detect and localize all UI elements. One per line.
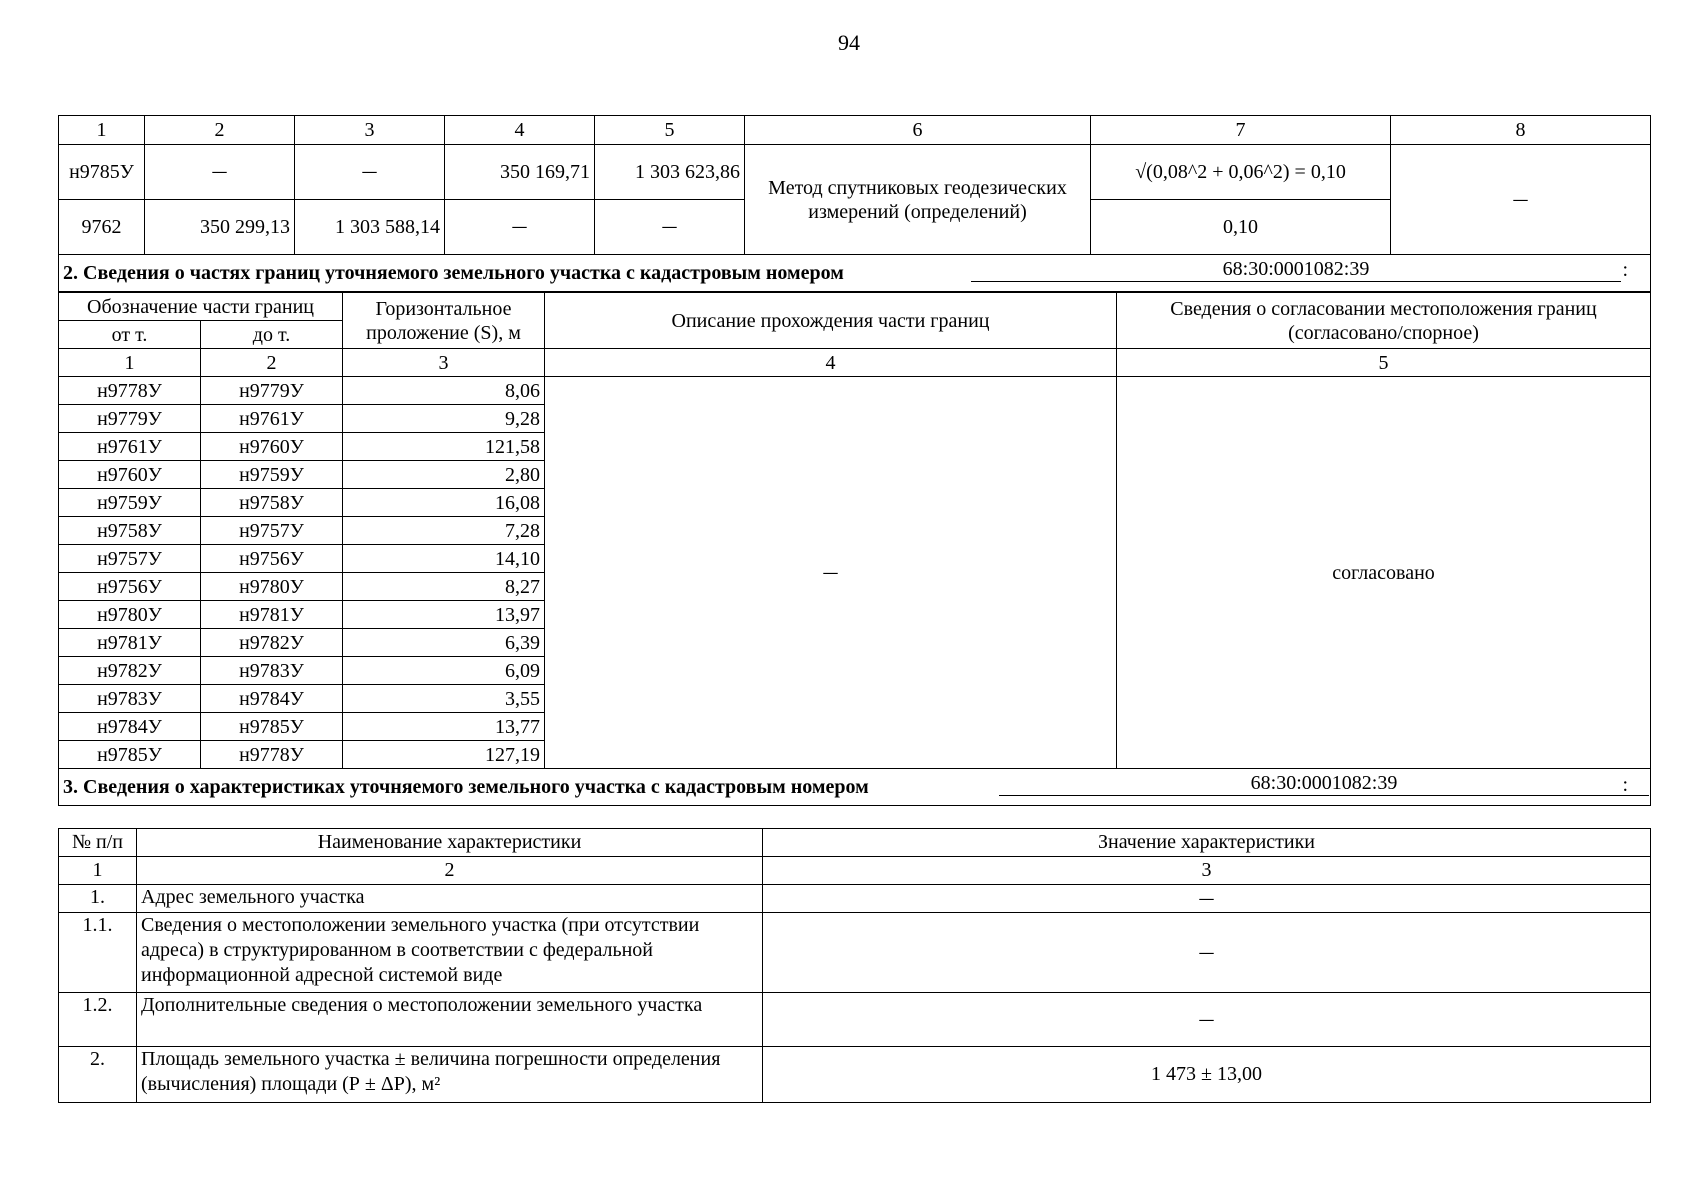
to-point: н9760У: [201, 433, 343, 461]
to-point: н9759У: [201, 461, 343, 489]
from-point: н9783У: [59, 685, 201, 713]
column-number-row: [59, 349, 1651, 377]
col-number: 5: [1117, 349, 1651, 377]
designation-header: Обозначение части границ: [59, 293, 343, 321]
col-number: 6: [745, 116, 1091, 145]
to-point: н9779У: [201, 377, 343, 405]
to-point: н9783У: [201, 657, 343, 685]
to-header: до т.: [201, 321, 343, 349]
to-point: н9781У: [201, 601, 343, 629]
to-point: н9785У: [201, 713, 343, 741]
x-old: —: [145, 145, 295, 200]
horizontal-length: 7,28: [343, 517, 545, 545]
from-point: н9757У: [59, 545, 201, 573]
characteristic-value: —: [763, 913, 1651, 993]
section2-heading: [59, 255, 1651, 292]
from-point: н9778У: [59, 377, 201, 405]
error-value: 0,10: [1091, 200, 1391, 255]
horizontal-length: 14,10: [343, 545, 545, 573]
col8-value: —: [1391, 145, 1651, 255]
col-number: 2: [145, 116, 295, 145]
description-header: Описание прохождения части границ: [545, 293, 1117, 349]
horizontal-length: 2,80: [343, 461, 545, 489]
horizontal-length: 8,27: [343, 573, 545, 601]
to-point: н9757У: [201, 517, 343, 545]
agreement-value: согласовано: [1117, 377, 1651, 769]
horizontal-length: 9,28: [343, 405, 545, 433]
from-point: н9758У: [59, 517, 201, 545]
section3-colon: :: [1622, 774, 1628, 796]
point-name: н9785У: [59, 145, 145, 200]
from-point: н9780У: [59, 601, 201, 629]
boundary-parts-table: [58, 292, 1651, 806]
value-header: Значение характеристики: [763, 829, 1651, 857]
to-point: н9784У: [201, 685, 343, 713]
col-number: 1: [59, 857, 137, 885]
horizontal-length: 8,06: [343, 377, 545, 405]
x-old: 350 299,13: [145, 200, 295, 255]
page-number: 94: [838, 30, 860, 55]
length-header: Горизонтальное проложение (S), м: [343, 293, 545, 349]
header-row: [59, 829, 1651, 857]
row-number: 1.1.: [59, 913, 137, 993]
col-number: 3: [343, 349, 545, 377]
horizontal-length: 6,09: [343, 657, 545, 685]
table-row: [59, 913, 1651, 993]
characteristic-value: —: [763, 885, 1651, 913]
to-point: н9778У: [201, 741, 343, 769]
horizontal-length: 13,97: [343, 601, 545, 629]
from-point: н9784У: [59, 713, 201, 741]
name-header: Наименование характеристики: [137, 829, 763, 857]
from-point: н9779У: [59, 405, 201, 433]
col-number: 1: [59, 349, 201, 377]
from-point: н9756У: [59, 573, 201, 601]
horizontal-length: 16,08: [343, 489, 545, 517]
section2-heading-row: [59, 255, 1651, 292]
col-number: 4: [445, 116, 595, 145]
y-old: —: [295, 145, 445, 200]
horizontal-length: 127,19: [343, 741, 545, 769]
row-number: 1.: [59, 885, 137, 913]
x-new: —: [445, 200, 595, 255]
horizontal-length: 6,39: [343, 629, 545, 657]
col-number: 7: [1091, 116, 1391, 145]
table-row: [59, 377, 1651, 405]
from-point: н9761У: [59, 433, 201, 461]
col-number: 3: [763, 857, 1651, 885]
section2-title: 2. Сведения о частях границ уточняемого земельного участка с кадастровым номером: [63, 262, 844, 284]
column-number-row: [59, 857, 1651, 885]
col-number: 5: [595, 116, 745, 145]
section2-colon: :: [1622, 259, 1628, 281]
row-number: 1.2.: [59, 993, 137, 1047]
to-point: н9761У: [201, 405, 343, 433]
section3-cadastral-number: 68:30:0001082:39: [999, 771, 1649, 796]
num-header: № п/п: [59, 829, 137, 857]
table-row: [59, 993, 1651, 1047]
characteristic-value: 1 473 ± 13,00: [763, 1047, 1651, 1103]
x-new: 350 169,71: [445, 145, 595, 200]
horizontal-length: 13,77: [343, 713, 545, 741]
error-value: √(0,08^2 + 0,06^2) = 0,10: [1091, 145, 1391, 200]
col-number: 8: [1391, 116, 1651, 145]
row-number: 2.: [59, 1047, 137, 1103]
from-point: н9781У: [59, 629, 201, 657]
characteristic-name: Сведения о местоположении земельного участка (при отсутствии адреса) в структурированном в соответствии с федеральной информационной адресной системой виде: [137, 913, 763, 993]
from-point: н9760У: [59, 461, 201, 489]
from-point: н9782У: [59, 657, 201, 685]
points-table: [58, 115, 1651, 292]
section3-heading-row: [59, 769, 1651, 806]
method-cell: Метод спутниковых геодезических измерений (определений): [745, 145, 1091, 255]
description-value: —: [545, 377, 1117, 769]
col-number: 3: [295, 116, 445, 145]
to-point: н9756У: [201, 545, 343, 573]
y-new: 1 303 623,86: [595, 145, 745, 200]
section3-title: 3. Сведения о характеристиках уточняемого земельного участка с кадастровым номером: [63, 776, 869, 798]
point-name: 9762: [59, 200, 145, 255]
horizontal-length: 121,58: [343, 433, 545, 461]
characteristics-table: [58, 828, 1651, 1103]
section2-cadastral-number: 68:30:0001082:39: [971, 257, 1621, 282]
horizontal-length: 3,55: [343, 685, 545, 713]
section3-heading: [59, 769, 1651, 806]
from-point: н9785У: [59, 741, 201, 769]
from-point: н9759У: [59, 489, 201, 517]
table-row: [59, 145, 1651, 200]
column-number-row: [59, 116, 1651, 145]
header-row: [59, 293, 1651, 321]
to-point: н9782У: [201, 629, 343, 657]
to-point: н9780У: [201, 573, 343, 601]
y-new: —: [595, 200, 745, 255]
agreement-header: Сведения о согласовании местоположения границ (согласовано/спорное): [1117, 293, 1651, 349]
characteristic-name: Площадь земельного участка ± величина погрешности определения (вычисления) площади (Р ± ΔР), м²: [137, 1047, 763, 1103]
y-old: 1 303 588,14: [295, 200, 445, 255]
col-number: 4: [545, 349, 1117, 377]
col-number: 2: [137, 857, 763, 885]
col-number: 1: [59, 116, 145, 145]
characteristic-name: Адрес земельного участка: [137, 885, 763, 913]
characteristic-value: —: [763, 993, 1651, 1047]
table-row: [59, 885, 1651, 913]
to-point: н9758У: [201, 489, 343, 517]
col-number: 2: [201, 349, 343, 377]
from-header: от т.: [59, 321, 201, 349]
table-row: [59, 1047, 1651, 1103]
characteristic-name: Дополнительные сведения о местоположении земельного участка: [137, 993, 763, 1047]
